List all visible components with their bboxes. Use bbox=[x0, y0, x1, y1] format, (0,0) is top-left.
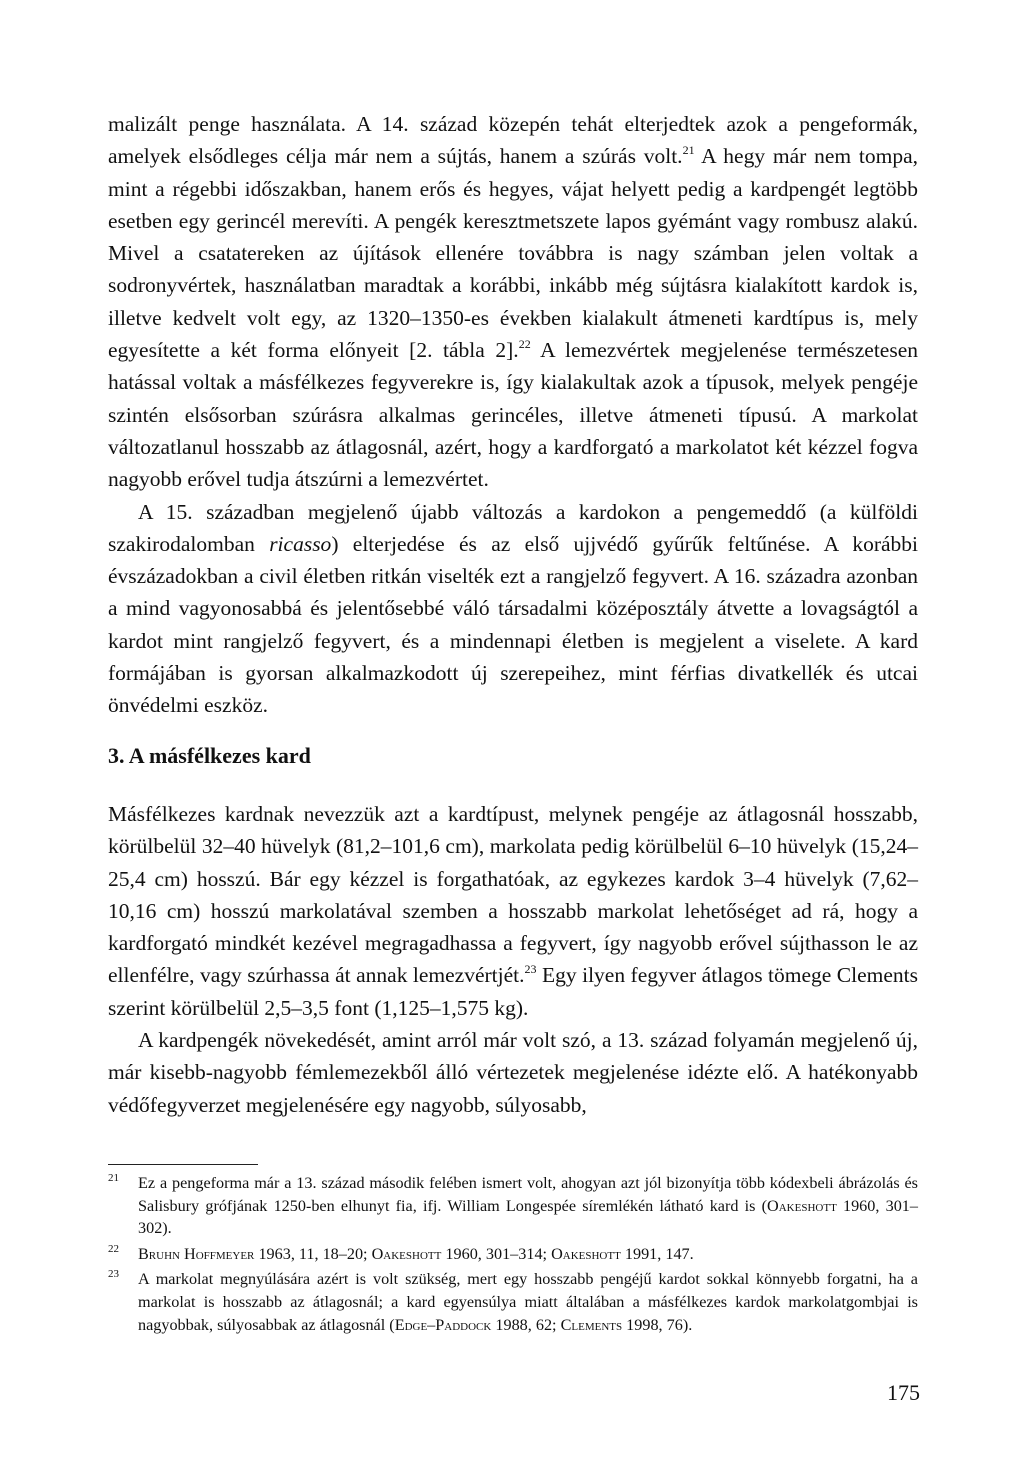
section-heading: 3. A másfélkezes kard bbox=[108, 743, 311, 768]
footnote-23: 23 A markolat megnyúlására azért is volt szükség, mert egy hosszabb pengéjű kardot sokkal könnyebb forgatni, ha a markolat is hosszabb az átlagosnál; a kard egyensúlya miatt általában a másfélkezes kardok markolatgombjai is nagyobbak, súlyosabbak az átlagosnál (Edge–Paddock 1988, 62; Clements 1998, 76). bbox=[108, 1268, 918, 1334]
paragraph-2: A 15. században megjelenő újabb változás a kardokon a pengemeddő (a külföldi szakirodalomban ricasso) elterjedése és az első ujjvédő gyűrűk feltűnése. A korábbi évszázadokban a civil életben ritkán viselték ezt a rangjelző fegyvert. A 16. századra azonban a mind vagyonosabbá és jelentősebbé váló társadalmi középosztály átvette a lovagságtól a kardot mint rangjelző fegyvert, és a mindennapi életben is megjelent a viselete. A kard formájában is gyorsan alkalmazkodott új szerepeihez, mint férfias divatkellék és utcai önvédelmi eszköz. bbox=[108, 499, 919, 718]
footnotes bbox=[108, 1172, 918, 1339]
footnote-22: 22 Bruhn Hoffmeyer 1963, 11, 18–20; Oakeshott 1960, 301–314; Oakeshott 1991, 147. bbox=[108, 1242, 694, 1263]
footnote-ref-21[interactable]: 21 bbox=[682, 143, 695, 158]
footnote-separator bbox=[108, 1164, 258, 1165]
paragraph-3: Másfélkezes kardnak nevezzük azt a kardtípust, melynek pengéje az átlagosnál hosszabb, körülbelül 32–40 hüvelyk (81,2–101,6 cm), markolata pedig körülbelül 6–10 hüvelyk (15,24–25,4 cm) hosszú. Bár egy kézzel is forgathatóak, az egykezes kardok 3–4 hüvelyk (7,62–10,16 cm) hosszú markolatával szemben a hosszabb markolat lehetőséget ad rá, hogy a kardforgató mindkét kezével megragadhassa a fegyvert, így nagyobb erővel sújthasson le az ellenfélre, vagy szúrhassa át annak lemezvértjét.$^{23}$ Egy ilyen fegyver átlagos tömege Clements szerint körülbelül 2,5–3,5 font (1,125–1,575 kg). bbox=[108, 802, 919, 1020]
footnote-21: 21 Ez a pengeforma már a 13. század második felében ismert volt, ahogyan azt jól bizonyítja több kódexbeli ábrázolás és Salisbury grófjának 1250-ben elhunyt fia, ifj. William Longespée síremlékén látható kard is (Oakeshott 1960, 301–302). bbox=[108, 1172, 918, 1238]
page-number: 175 bbox=[887, 1380, 920, 1405]
body-text-section bbox=[108, 798, 918, 1121]
paragraph-4: A kardpengék növekedését, amint arról már volt szó, a 13. század folyamán megjelenő új, már kisebb-nagyobb fémlemezekből álló vértezetek megjelenése idézte elő. A hatékonyabb védőfegyverzet megjelenésére egy nagyobb, súlyosabb, bbox=[108, 1028, 918, 1117]
footnote-ref-23[interactable]: 23 bbox=[524, 962, 537, 977]
paragraph-1: malizált penge használata. A 14. század közepén tehát elterjedtek azok a pengeformák, amelyek elsődleges célja már nem a sújtás, hanem a szúrás volt.$^{21}$ A hegy már nem tompa, mint a régebbi időszakban, hanem erős és hegyes, vájat helyett pedig a kardpengét legtöbb esetben egy gerincél merevíti. A pengék keresztmetszete lapos gyémánt vagy rombusz alakú. Mivel a csatatereken az újítások ellenére továbbra is nagy számban jelen voltak a sodronyvértek, használatban maradtak a korábbi, inkább még sújtásra kialakított kardok is, illetve kedvelt volt egy, az 1320–1350-es években kialakult átmeneti kardtípus is, mely egyesítette a két forma előnyeit [2. tábla 2].$^{22}$ A lemezvértek megjelenése természetesen hatással voltak a másfélkezes fegyverekre is, így kialakultak azok a típusok, melyek pengéje szintén elsősorban szúrásra alkalmas gerincéles, illetve átmeneti típusú. A markolat változatlanul hosszabb az átlagosnál, azért, hogy a kardforgató a markolatot két kézzel fogva nagyobb erővel tudja átszúrni a lemezvértet. bbox=[108, 112, 918, 492]
footnote-ref-22[interactable]: 22 bbox=[518, 337, 531, 352]
body-text-top bbox=[108, 108, 918, 722]
